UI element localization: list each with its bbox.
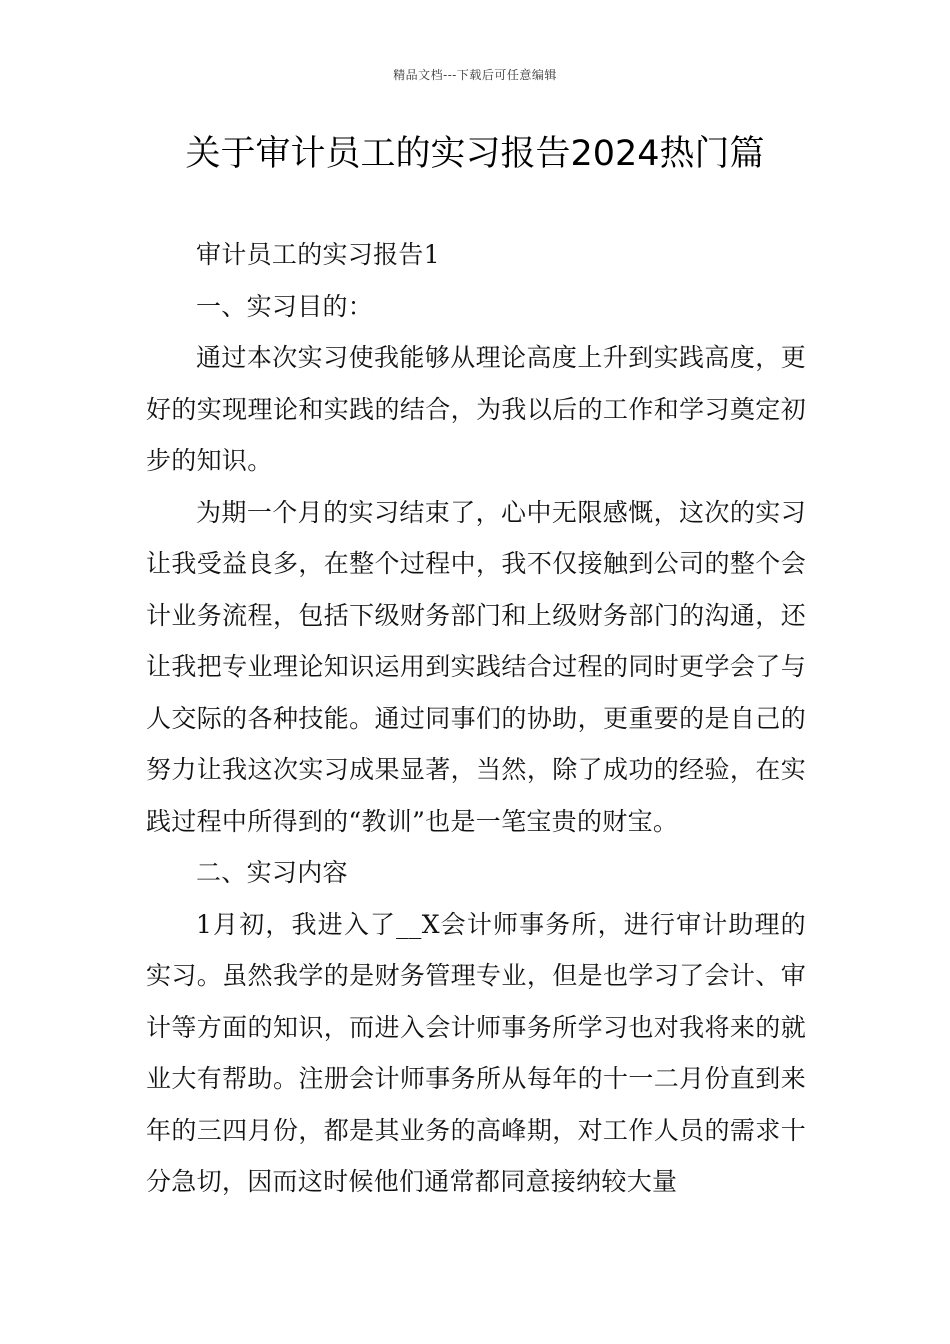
document-title: 关于审计员工的实习报告2024热门篇 xyxy=(185,134,765,174)
body-paragraph: 通过本次实习使我能够从理论高度上升到实践高度，更好的实现理论和实践的结合，为我以后的工作和学习奠定初步的知识。 xyxy=(146,343,806,475)
body-paragraph: 1月初，我进入了__X会计师事务所，进行审计助理的实习。虽然我学的是财务管理专业，但是也学习了会计、审计等方面的知识，而进入会计师事务所学习也对我将来的就业大有帮助。注册会计师事务所从每年的十一二月份直到来年的三四月份，都是其业务的高峰期，对工作人员的需求十分急切，因而这时候他们通常都同意接纳较大量 xyxy=(146,909,806,1196)
subsection-heading: 一、实习目的： xyxy=(196,291,374,321)
document-body xyxy=(146,229,806,1208)
subsection-heading: 二、实习内容 xyxy=(196,858,348,887)
section-heading: 审计员工的实习报告1 xyxy=(196,240,440,269)
body-paragraph: 为期一个月的实习结束了，心中无限感慨，这次的实习让我受益良多，在整个过程中，我不仅接触到公司的整个会计业务流程，包括下级财务部门和上级财务部门的沟通，还让我把专业理论知识运用到实践结合过程的同时更学会了与人交际的各种技能。通过同事们的协助，更重要的是自己的努力让我这次实习成果显著，当然，除了成功的经验，在实践过程中所得到的“教训”也是一笔宝贵的财宝。 xyxy=(146,497,806,836)
header-note: 精品文档---下载后可任意编辑 xyxy=(393,68,557,82)
